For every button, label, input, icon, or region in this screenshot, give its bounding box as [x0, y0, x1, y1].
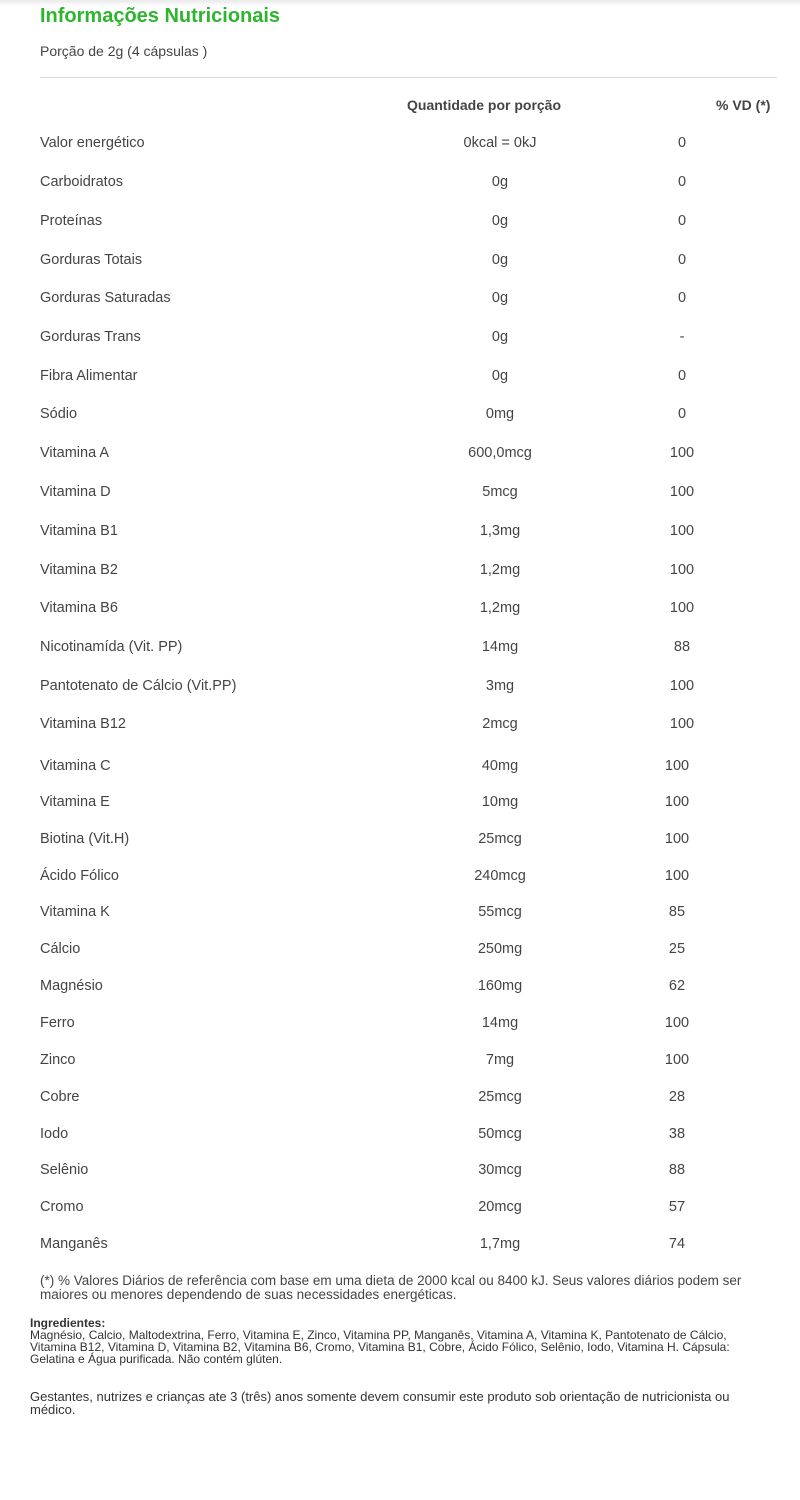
table-row — [0, 978, 800, 998]
table-row — [0, 252, 800, 272]
nutrient-quantity: 55mcg — [478, 904, 522, 920]
nutrient-vd: 100 — [664, 868, 690, 884]
nutrient-quantity: 1,2mg — [479, 562, 521, 578]
nutrient-name: Biotina (Vit.H) — [40, 831, 130, 847]
nutrient-vd: 0 — [677, 213, 687, 229]
nutrient-quantity: 0g — [491, 213, 509, 229]
nutrient-quantity: 20mcg — [478, 1199, 522, 1215]
nutrient-name: Vitamina B12 — [40, 716, 126, 732]
nutrient-name: Vitamina D — [40, 484, 111, 500]
table-row — [0, 716, 800, 736]
table-row — [0, 329, 800, 349]
nutrient-quantity: 10mg — [481, 794, 519, 810]
nutrient-quantity: 25mcg — [478, 1089, 522, 1105]
nutrient-vd: 100 — [669, 562, 695, 578]
nutrient-name: Vitamina A — [40, 445, 110, 461]
nutrient-vd: 0 — [677, 368, 687, 384]
nutrient-name: Gorduras Saturadas — [40, 290, 171, 306]
nutrient-name: Sódio — [40, 406, 78, 422]
nutrient-vd: 100 — [669, 678, 695, 694]
nutrient-vd: 100 — [669, 484, 695, 500]
column-header-vd: % VD (*) — [716, 97, 771, 113]
nutrient-vd: 88 — [668, 1162, 686, 1178]
nutrient-quantity: 240mcg — [474, 868, 526, 884]
nutrient-quantity: 0mg — [485, 406, 515, 422]
nutrient-vd: 0 — [677, 135, 687, 151]
nutrient-name: Gorduras Trans — [40, 329, 141, 345]
table-row — [0, 1089, 800, 1109]
nutrient-quantity: 40mg — [481, 758, 519, 774]
nutrient-name: Carboidratos — [40, 174, 124, 190]
table-row — [0, 600, 800, 620]
footnote: (*) % Valores Diários de referência com base em uma dieta de 2000 kcal ou 8400 kJ. Seus valores diários podem ser maiores ou menores dependendo de suas necessidades energéticas. — [40, 1273, 742, 1302]
nutrient-vd: 0 — [677, 290, 687, 306]
nutrient-name: Valor energético — [40, 135, 145, 151]
nutrient-quantity: 3mg — [485, 678, 515, 694]
nutrient-quantity: 5mcg — [482, 484, 518, 500]
nutrient-vd: 100 — [664, 758, 690, 774]
portion-size: Porção de 2g (4 cápsulas ) — [40, 43, 208, 59]
nutrient-quantity: 0g — [491, 368, 509, 384]
nutrient-quantity: 2mcg — [482, 716, 518, 732]
nutrient-quantity: 14mg — [481, 1015, 519, 1031]
nutrient-vd: 74 — [668, 1236, 686, 1252]
table-row — [0, 562, 800, 582]
table-row — [0, 941, 800, 961]
nutrient-name: Ácido Fólico — [40, 868, 119, 884]
nutrient-quantity: 1,7mg — [479, 1236, 521, 1252]
nutrient-name: Selênio — [40, 1162, 89, 1178]
nutrient-vd: 57 — [668, 1199, 686, 1215]
nutrient-name: Nicotinamída (Vit. PP) — [40, 639, 183, 655]
nutrient-quantity: 250mg — [477, 941, 523, 957]
nutrient-name: Fibra Alimentar — [40, 368, 138, 384]
table-row — [0, 290, 800, 310]
nutrient-quantity: 0g — [491, 329, 509, 345]
nutrient-vd: - — [679, 329, 685, 345]
warning-text: Gestantes, nutrizes e crianças ate 3 (três) anos somente devem consumir este produto sob orientação de nutricionista ou médico. — [30, 1389, 730, 1417]
nutrient-quantity: 0kcal = 0kJ — [463, 135, 537, 151]
table-row — [0, 445, 800, 465]
nutrient-quantity: 0g — [491, 290, 509, 306]
nutrient-quantity: 0g — [491, 252, 509, 268]
table-row — [0, 678, 800, 698]
nutrient-name: Iodo — [40, 1126, 69, 1142]
nutrient-name: Pantotenato de Cálcio (Vit.PP) — [40, 678, 237, 694]
table-row — [0, 213, 800, 233]
ingredients-text: Magnésio, Calcio, Maltodextrina, Ferro, Vitamina E, Zinco, Vitamina PP, Manganês, Vitamina A, Vitamina K, Pantotenato de Cálcio, Vitamina B12, Vitamina D, Vitamina B2, Vitamina B6, Cromo, Vitamina B1, Cobre, Ácido Fólico, Selênio, Iodo, Vitamina H. Cápsula: Gelatina e Água purificada. Não contém glúten. — [30, 1328, 730, 1366]
table-row — [0, 1199, 800, 1219]
table-row — [0, 484, 800, 504]
nutrient-vd: 62 — [668, 978, 686, 994]
nutrient-quantity: 0g — [491, 174, 509, 190]
nutrient-vd: 28 — [668, 1089, 686, 1105]
column-header-quantity: Quantidade por porção — [407, 97, 562, 113]
nutrient-vd: 0 — [677, 174, 687, 190]
nutrient-vd: 85 — [668, 904, 686, 920]
table-row — [0, 904, 800, 924]
nutrient-vd: 100 — [669, 523, 695, 539]
nutrient-name: Cálcio — [40, 941, 81, 957]
nutrient-name: Gorduras Totais — [40, 252, 143, 268]
nutrient-vd: 100 — [669, 716, 695, 732]
nutrient-name: Cromo — [40, 1199, 84, 1215]
table-row — [0, 135, 800, 155]
nutrient-name: Magnésio — [40, 978, 103, 994]
nutrient-vd: 0 — [677, 406, 687, 422]
table-row — [0, 174, 800, 194]
header-divider — [40, 77, 777, 78]
nutrient-name: Cobre — [40, 1089, 80, 1105]
nutrient-vd: 100 — [664, 794, 690, 810]
nutrient-vd: 100 — [664, 1015, 690, 1031]
nutrient-name: Ferro — [40, 1015, 75, 1031]
nutrient-vd: 100 — [664, 1052, 690, 1068]
nutrient-name: Zinco — [40, 1052, 76, 1068]
nutrient-name: Vitamina C — [40, 758, 111, 774]
table-row — [0, 868, 800, 888]
nutrient-name: Proteínas — [40, 213, 103, 229]
nutrient-name: Vitamina B6 — [40, 600, 118, 616]
table-row — [0, 639, 800, 659]
table-row — [0, 1236, 800, 1256]
nutrient-vd: 88 — [673, 639, 691, 655]
table-row — [0, 758, 800, 778]
nutrient-quantity: 7mg — [485, 1052, 515, 1068]
nutrient-quantity: 600,0mcg — [468, 445, 532, 461]
page-title: Informações Nutricionais — [40, 5, 281, 27]
nutrient-name: Vitamina E — [40, 794, 110, 810]
nutrient-quantity: 1,2mg — [479, 600, 521, 616]
nutrient-vd: 0 — [677, 252, 687, 268]
nutrient-vd: 100 — [664, 831, 690, 847]
ingredients-title: Ingredientes: — [30, 1316, 106, 1330]
nutrient-name: Vitamina B2 — [40, 562, 118, 578]
nutrient-quantity: 1,3mg — [479, 523, 521, 539]
nutrient-vd: 25 — [668, 941, 686, 957]
nutrient-vd: 100 — [669, 600, 695, 616]
nutrient-name: Vitamina K — [40, 904, 110, 920]
table-row — [0, 406, 800, 426]
nutrient-name: Vitamina B1 — [40, 523, 118, 539]
table-row — [0, 1126, 800, 1146]
nutrient-quantity: 160mg — [477, 978, 523, 994]
nutrient-quantity: 30mcg — [478, 1162, 522, 1178]
table-row — [0, 1162, 800, 1182]
table-row — [0, 368, 800, 388]
nutrient-vd: 38 — [668, 1126, 686, 1142]
nutrient-quantity: 14mg — [481, 639, 519, 655]
nutrient-quantity: 50mcg — [478, 1126, 522, 1142]
table-row — [0, 1015, 800, 1035]
nutrient-name: Manganês — [40, 1236, 108, 1252]
nutrient-quantity: 25mcg — [478, 831, 522, 847]
nutrient-vd: 100 — [669, 445, 695, 461]
table-row — [0, 794, 800, 814]
table-row — [0, 831, 800, 851]
table-row — [0, 1052, 800, 1072]
table-row — [0, 523, 800, 543]
ingredients-section — [30, 1317, 730, 1365]
